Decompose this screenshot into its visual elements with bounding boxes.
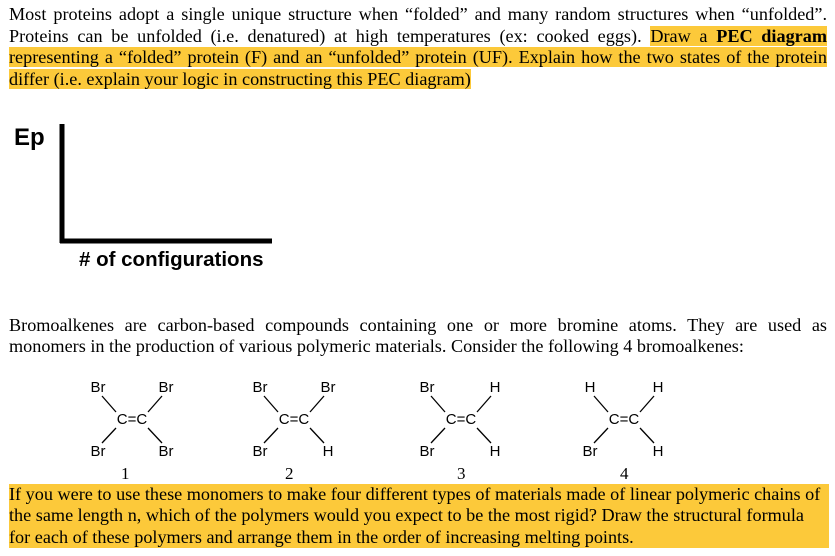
molecule-2-double-bond: C=C [278,411,310,428]
pec-diagram-term: PEC diagram [716,25,827,46]
molecule-2-bottom-left-atom: Br [252,443,268,460]
molecule-number-2: 2 [285,464,294,483]
molecule-number-1: 1 [121,464,130,483]
y-axis-label: Ep [14,124,45,151]
bromoalkenes-paragraph: Bromoalkenes are carbon-based compounds containing one or more bromine atoms. They are used as monomers in the production of various polymeric materials. Consider the following 4 bromoalkenes: [9,315,827,356]
molecule-1-double-bond: C=C [116,411,148,428]
molecule-1-top-right-atom: Br [158,379,174,396]
molecule-number-4: 4 [620,464,629,483]
instruction-representing: representing a “folded” protein (F) and an “unfolded” protein (UF). [9,47,513,67]
molecule-2-bond-bottom-right [310,428,324,443]
melting-point-instruction: Draw the structural formula for each of these polymers and arrange them in the order of increasing melting points. [9,505,804,547]
molecule-4-bond-bottom-right [640,428,654,443]
molecule-3-bottom-left-atom: Br [419,443,435,460]
molecule-1-bottom-right-atom: Br [158,443,174,460]
molecule-1-bottom-left-atom: Br [90,443,106,460]
molecule-3-bond-bottom-right [477,428,491,443]
bromoalkene-structures [0,370,835,470]
highlighted-explain: Explain how the two states of the protein differ (i.e. explain your logic in constructing this PEC diagram) [9,47,828,89]
question-paragraph-3 [9,484,829,548]
molecule-4-bottom-right-atom: H [652,443,664,460]
intro-text: Most proteins adopt a single unique structure when “folded” and many random structures when “unfolded”. Proteins can be unfolded (i.e. denatured) at high temperatures (ex: cooked eggs). [9,4,827,46]
molecule-3-bond-top-right [477,396,491,412]
molecule-4-top-left-atom: H [584,379,596,396]
molecule-2-bond-bottom-left [264,428,278,443]
molecule-3-top-left-atom: Br [419,379,435,396]
molecule-4-bond-bottom-left [594,428,608,443]
molecule-4-double-bond: C=C [608,411,640,428]
molecule-2-bond-top-left [264,396,278,412]
molecule-1-bond-top-right [148,396,162,412]
molecule-1-top-left-atom: Br [90,379,106,396]
molecule-number-3: 3 [457,464,466,483]
molecule-3-top-right-atom: H [489,379,501,396]
molecule-2-top-left-atom: Br [252,379,268,396]
molecule-4-bond-top-right [640,396,654,412]
x-axis-label: # of configurations [79,248,264,271]
molecule-4-bond-top-left [594,396,608,412]
molecule-2-bond-top-right [310,396,324,412]
molecule-1-bond-top-left [102,396,116,412]
molecule-3-bond-bottom-left [431,428,445,443]
molecule-4-top-right-atom: H [652,379,664,396]
molecule-2-bottom-right-atom: H [322,443,334,460]
molecule-3-bottom-right-atom: H [489,443,501,460]
molecule-3-bond-top-left [431,396,445,412]
molecule-4-bottom-left-atom: Br [582,443,598,460]
molecule-2-top-right-atom: Br [320,379,336,396]
molecule-1-bond-bottom-left [102,428,116,443]
molecule-3-double-bond: C=C [445,411,477,428]
instruction-draw: Draw a [650,25,717,46]
rigidity-question: If you were to use these monomers to make four different types of materials made of linear polymeric chains of the same length n, which of the polymers would you expect to be the most rigid? [9,484,821,526]
molecule-1-bond-bottom-right [148,428,162,443]
